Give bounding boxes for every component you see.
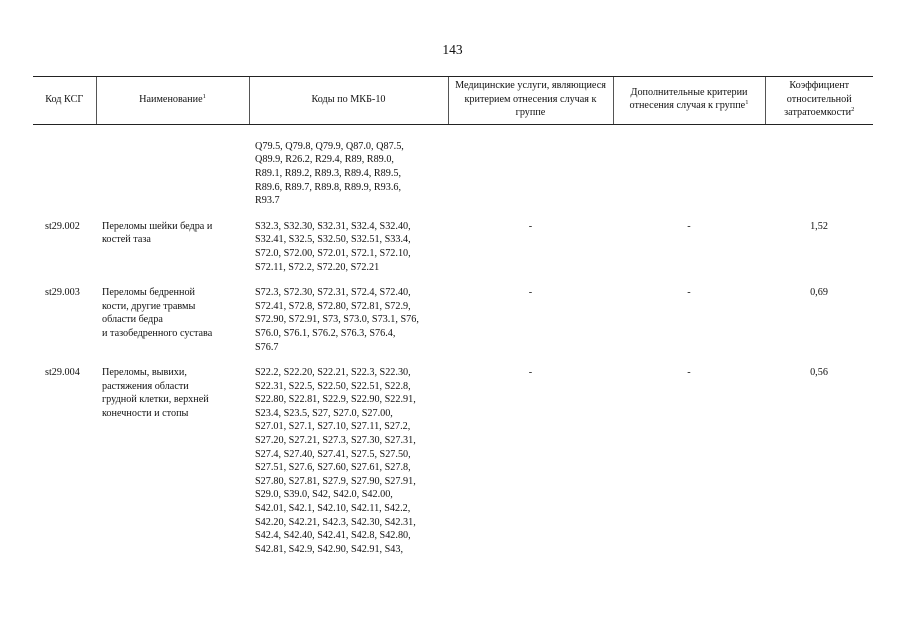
- additional-criteria-cell: -: [687, 220, 691, 232]
- additional-criteria-cell: -: [687, 287, 691, 299]
- header-name: Наименование$^1$: [96, 77, 249, 125]
- header-services: Медицинские услуги, являющиеся критерием отнесения случая к группе: [448, 77, 613, 125]
- table-header: [33, 77, 873, 125]
- table-row: [33, 366, 873, 568]
- services-cell: -: [528, 367, 533, 379]
- coefficient-cell: 0,56: [810, 367, 828, 379]
- header-coefficient: Коэффициент относительной затратоемкости$^2$: [765, 77, 873, 125]
- mkb-codes-cell: S22.2, S22.20, S22.21, S22.3, S22.30, S22.31, S22.5, S22.50, S22.51, S22.8, S22.80, S22.81, S22.9, S22.90, S22.91, S23.4, S23.5, S27, S27.0, S27.00, S27.01, S27.1, S27.10, S27.11, S27.2, S27.20, S27.21, S27.3, S27.30, S27.31, S27.4, S27.40, S27.41, S27.5, S27.50, S27.51, S27.6, S27.60, S27.61, S27.8, S27.80, S27.81, S27.9, S27.90, S27.91, S29.0, S39.0, S42, S42.0, S42.00, S42.01, S42.1, S42.10, S42.11, S42.2, S42.20, S42.21, S42.3, S42.30, S42.31, S42.4, S42.40, S42.41, S42.8, S42.80, S42.81, S42.9, S42.90, S42.91, S43,: [255, 367, 416, 555]
- header-additional: Дополнительные критерии отнесения случая к группе$^1$: [613, 77, 765, 125]
- table-row: [33, 220, 873, 286]
- ksg-code-cell: st29.004: [45, 367, 80, 379]
- footnote-marker: 1: [202, 92, 206, 100]
- table-row: [33, 286, 873, 366]
- mkb-codes-cell: S72.3, S72.30, S72.31, S72.4, S72.40, S72.41, S72.8, S72.80, S72.81, S72.9, S72.90, S72.91, S73, S73.0, S73.1, S76, S76.0, S76.1, S76.2, S76.3, S76.4, S76.7: [255, 287, 419, 353]
- footnote-marker: 2: [851, 106, 855, 114]
- mkb-codes-cell: Q79.5, Q79.8, Q79.9, Q87.0, Q87.5, Q89.9, R26.2, R29.4, R89, R89.0, R89.1, R89.2, R89.3, R89.4, R89.5, R89.6, R89.7, R89.8, R89.9, R93.6, R93.7: [255, 140, 404, 207]
- ksg-name-cell: Переломы, вывихи, растяжения области грудной клетки, верхней конечности и стопы: [102, 367, 209, 419]
- coefficient-cell: 0,69: [810, 287, 828, 299]
- header-code: Код КСГ: [33, 77, 96, 125]
- table-row-continuation: [33, 124, 873, 219]
- page-number: 143: [442, 42, 463, 57]
- additional-criteria-cell: -: [687, 367, 691, 379]
- services-cell: -: [528, 220, 533, 232]
- ksg-name-cell: Переломы бедренной кости, другие травмы области бедра и тазобедренного сустава: [102, 287, 213, 339]
- ksg-table: [33, 76, 873, 568]
- mkb-codes-cell: S32.3, S32.30, S32.31, S32.4, S32.40, S32.41, S32.5, S32.50, S32.51, S33.4, S72.0, S72.00, S72.01, S72.1, S72.10, S72.11, S72.2, S72.20, S72.21: [255, 220, 411, 273]
- header-mkb: Коды по МКБ-10: [249, 77, 448, 125]
- ksg-code-cell: st29.003: [45, 287, 80, 299]
- coefficient-cell: 1,52: [810, 220, 828, 232]
- footnote-marker: 1: [745, 99, 749, 107]
- ksg-code-cell: st29.002: [45, 220, 80, 232]
- services-cell: -: [528, 287, 533, 299]
- ksg-name-cell: Переломы шейки бедра и костей таза: [102, 220, 213, 246]
